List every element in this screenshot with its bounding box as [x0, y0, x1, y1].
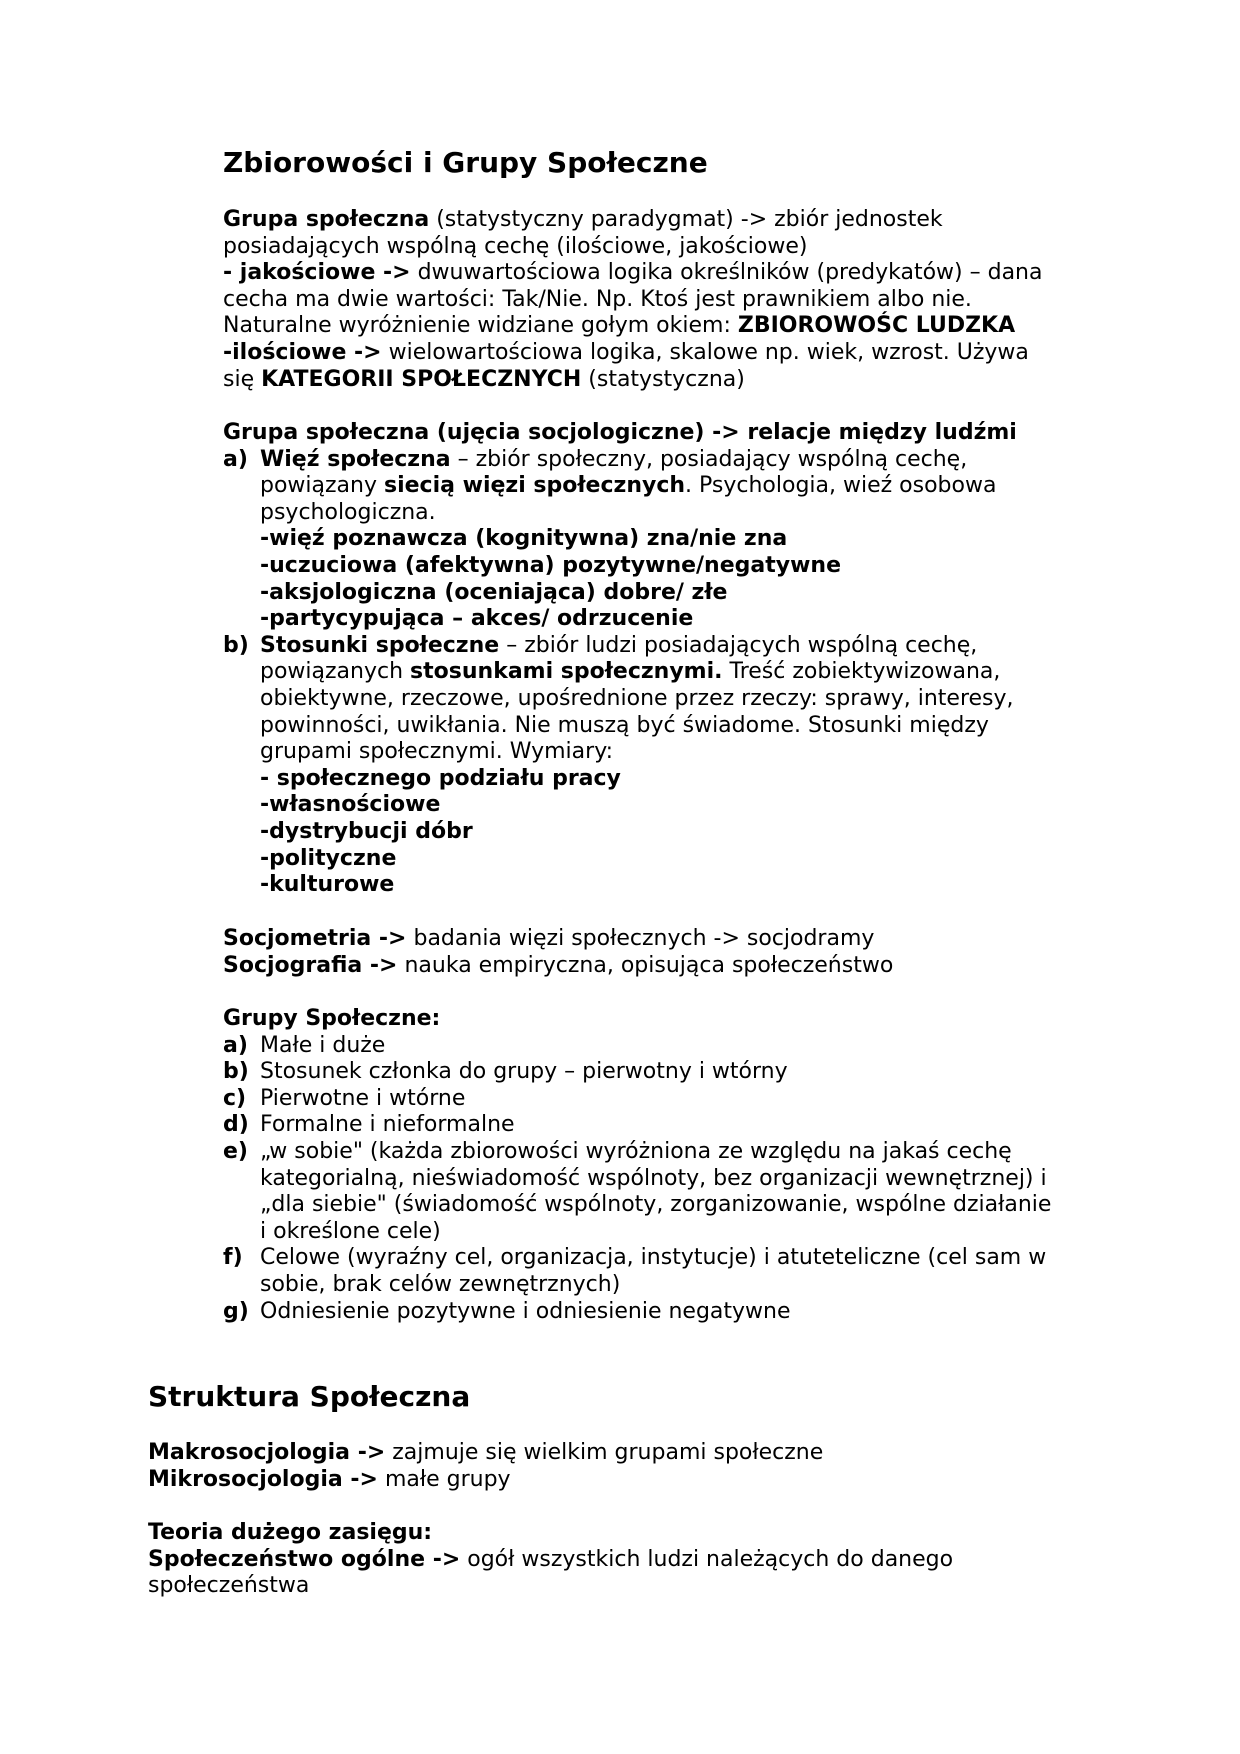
- grupy-list: [223, 1033, 1051, 1326]
- list-item-body: Stosunek członka do grupy – pierwotny i wtórny: [260, 1059, 788, 1085]
- list-label: g): [223, 1298, 249, 1324]
- list-item-body: Celowe (wyraźny cel, organizacja, instytucje) i atuteteliczne (cel sam w sobie, brak celów zewnętrznych): [260, 1245, 1047, 1297]
- list-label: b): [223, 632, 249, 658]
- paragraph-teoria: Teoria dużego zasięgu: Społeczeństwo ogólne -> ogół wszystkich ludzi należących do danego społeczeństwa: [148, 1520, 954, 1599]
- paragraph-heading: Grupa społeczna (ujęcia socjologiczne) -> relacje między ludźmi: [223, 420, 1017, 445]
- paragraph-socjometria: Socjometria -> badania więzi społecznych -> socjodramy Socjografia -> nauka empiryczna, opisująca społeczeństwo: [223, 926, 894, 978]
- list-item-body: Odniesienie pozytywne i odniesienie negatywne: [260, 1298, 791, 1324]
- paragraph-grupa-socjologiczna: [223, 420, 1017, 899]
- list-label: a): [223, 1032, 248, 1058]
- paragraph-makrosocjologia: Makrosocjologia -> zajmuje się wielkim grupami społeczne Mikrosocjologia -> małe grupy: [148, 1440, 824, 1492]
- list-item-body: Małe i duże: [260, 1032, 386, 1058]
- list-label: d): [223, 1112, 249, 1138]
- list-label: f): [223, 1245, 243, 1271]
- list-item-a: [223, 447, 1017, 633]
- list-label: a): [223, 446, 248, 472]
- sub-item: -partycypująca – akces/ odrzucenie: [260, 606, 694, 632]
- section-title-zbiorowosci: Zbiorowości i Grupy Społeczne: [223, 146, 708, 179]
- list-item: [223, 1299, 1051, 1326]
- text-line: -ilościowe -> wielowartościowa logika, skalowe np. wiek, wzrost. Używa: [223, 339, 1029, 365]
- section-title-struktura: Struktura Społeczna: [148, 1380, 471, 1413]
- list-item-body: Stosunki społeczne – zbiór ludzi posiadających wspólną cechę, powiązanych stosunkami społecznymi. Treść zobiektywizowana, obiektywne, rzeczowe, upośrednione przez rzeczy: sprawy, interesy, powinności, uwikłania. Nie muszą być świadome. Stosunki między grupami społecznymi. Wymiary: - społecznego podziału pracy -własnościowe -dystrybucji dóbr -polityczne -kulturowe: [260, 632, 1014, 898]
- sub-item: - społecznego podziału pracy: [260, 765, 621, 791]
- list-item-body: Więź społeczna – zbiór społeczny, posiadający wspólną cechę, powiązany siecią więzi społecznych. Psychologia, wieź osobowa psychologiczna. -więź poznawcza (kognitywna) zna/nie zna -uczuciowa (afektywna) pozytywne/negatywne -aksjologiczna (oceniająca) dobre/ złe -partycypująca – akces/ odrzucenie: [260, 446, 997, 632]
- list-item-body: „w sobie" (każda zbiorowości wyróżniona ze względu na jakaś cechę kategorialną, nieświadomość wspólnoty, bez organizacji wewnętrznej) i „dla siebie" (świadomość wspólnoty, zorganizowanie, wspólne działanie i określone cele): [260, 1138, 1052, 1244]
- sub-item: -polityczne: [260, 845, 397, 871]
- sub-item: -własnościowe: [260, 792, 441, 818]
- list-item-body: Pierwotne i wtórne: [260, 1085, 466, 1111]
- text-line: Naturalne wyróżnienie widziane gołym okiem: ZBIOROWOŚC LUDZKA: [223, 313, 1016, 339]
- text-line: posiadających wspólną cechę (ilościowe, jakościowe): [223, 233, 808, 259]
- paragraph-grupa-statystyczna: [223, 207, 1042, 393]
- list-item: [223, 1059, 1051, 1086]
- list-item: [223, 1112, 1051, 1139]
- paragraph-heading: Teoria dużego zasięgu:: [148, 1520, 433, 1545]
- text-line: się KATEGORII SPOŁECZNYCH (statystyczna): [223, 366, 745, 392]
- list-item: [223, 1033, 1051, 1060]
- sub-item: -aksjologiczna (oceniająca) dobre/ złe: [260, 579, 728, 605]
- list-item-b: [223, 633, 1017, 899]
- paragraph-grupy-spoleczne: [223, 1006, 1051, 1325]
- list-label: c): [223, 1085, 247, 1111]
- list-item-body: Formalne i nieformalne: [260, 1112, 515, 1138]
- list-item: [223, 1086, 1051, 1113]
- text-line: Grupa społeczna (statystyczny paradygmat) -> zbiór jednostek: [223, 207, 943, 232]
- sub-item: -kulturowe: [260, 872, 395, 898]
- list-item: [223, 1139, 1051, 1245]
- sub-item: -uczuciowa (afektywna) pozytywne/negatywne: [260, 552, 842, 578]
- list-item: [223, 1245, 1051, 1298]
- sub-item: -dystrybucji dóbr: [260, 818, 473, 844]
- text-line: cecha ma dwie wartości: Tak/Nie. Np. Ktoś jest prawnikiem albo nie.: [223, 286, 972, 312]
- text-line: - jakościowe -> dwuwartościowa logika określników (predykatów) – dana: [223, 260, 1043, 286]
- paragraph-heading: Grupy Społeczne:: [223, 1006, 441, 1031]
- sub-item: -więź poznawcza (kognitywna) zna/nie zna: [260, 526, 788, 552]
- list-label: e): [223, 1138, 248, 1164]
- list-label: b): [223, 1059, 249, 1085]
